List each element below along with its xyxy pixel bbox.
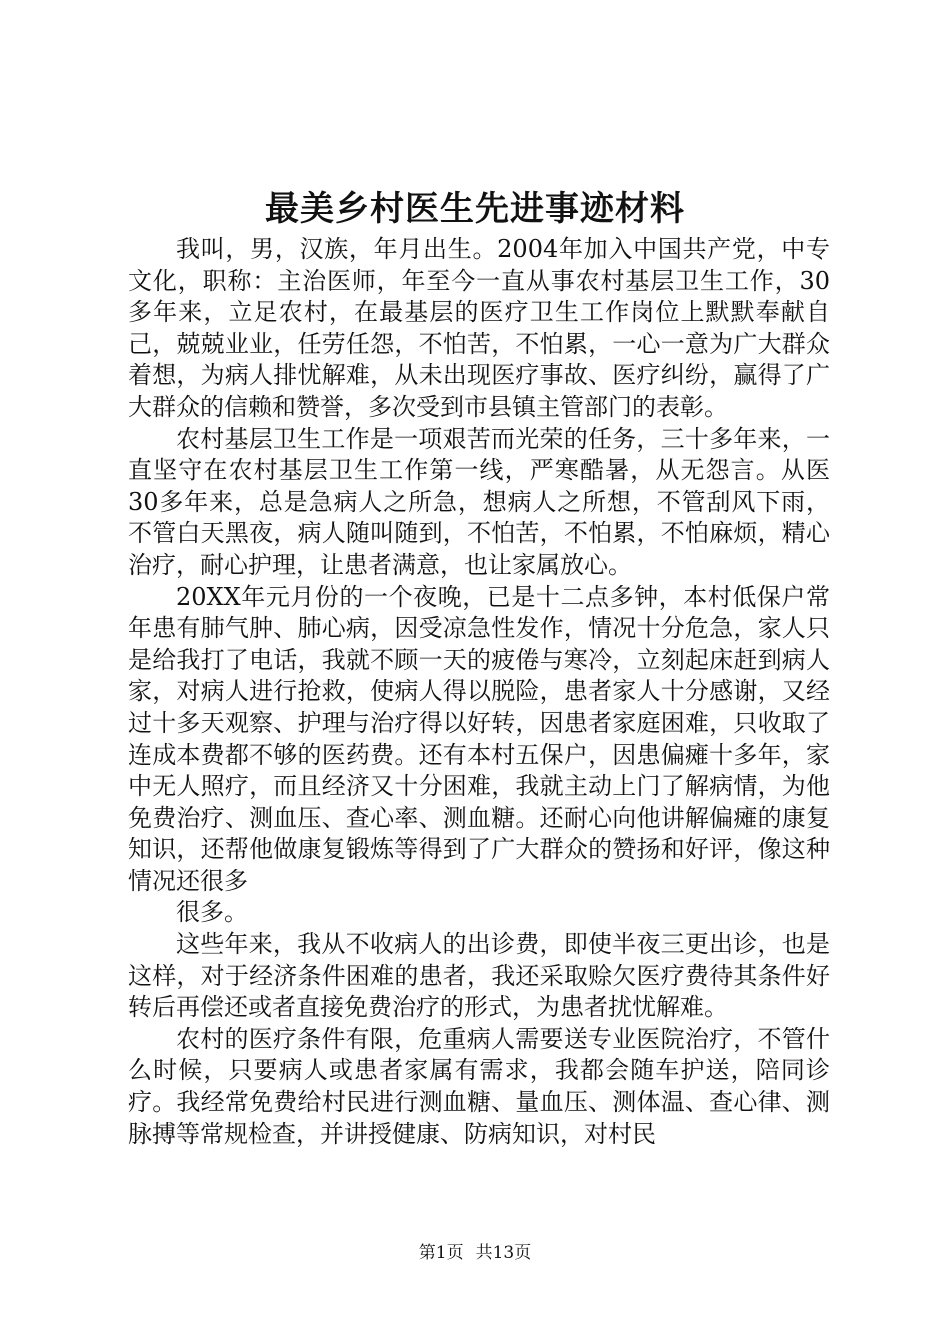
- paragraph-night-rescue: 20XX年元月份的一个夜晚，已是十二点多钟，本村低保户常年患有肺气肿、肺心病，因受凉急性发作，情况十分危急，家人只是给我打了电话，我就不顾一天的疲倦与寒冷，立刻起床赶到病人家，对病人进行抢救，使病人得以脱险，患者家人十分感谢，又经过十多天观察、护理与治疗得以好转，因患者家庭困难，只收取了连成本费都不够的医药费。还有本村五保户，因患偏瘫十多年，家中无人照疗，而且经济又十分困难，我就主动上门了解病情，为他免费治疗、测血压、查心率、测血糖。还耐心向他讲解偏瘫的康复知识，还帮他做康复锻炼等得到了广大群众的赞扬和好评，像这种情况还很多: [128, 582, 830, 895]
- paragraph-no-fees: 这些年来，我从不收病人的出诊费，即使半夜三更出诊，也是这样，对于经济条件困难的患者，我还采取赊欠医疗费待其条件好转后再偿还或者直接免费治疗的形式，为患者扰忧解难。: [128, 930, 830, 1022]
- page-footer: [0, 1241, 950, 1265]
- page-number: 第1页: [418, 1243, 464, 1263]
- paragraph-intro: 我叫，男，汉族，年月出生。2004年加入中国共产党，中专文化，职称：主治医师，年至今一直从事农村基层卫生工作，30多年来，立足农村，在最基层的医疗卫生工作岗位上默默奉献自己，兢兢业业，任劳任怨，不怕苦，不怕累，一心一意为广大群众着想，为病人排忧解难，从未出现医疗事故、医疗纠纷，赢得了广大群众的信赖和赞誉，多次受到市县镇主管部门的表彰。: [128, 235, 830, 421]
- document-body: [128, 234, 830, 1150]
- document-title: 最美乡村医生先进事迹材料: [265, 189, 685, 229]
- paragraph-rural-work: 农村基层卫生工作是一项艰苦而光荣的任务，三十多年来，一直坚守在农村基层卫生工作第一线，严寒酷暑，从无怨言。从医30多年来，总是急病人之所急，想病人之所想，不管刮风下雨，不管白天黑夜，病人随叫随到，不怕苦，不怕累，不怕麻烦，精心治疗，耐心护理，让患者满意，也让家属放心。: [128, 424, 830, 579]
- paragraph-fragment: 很多。: [176, 898, 248, 927]
- page-total: 共13页: [475, 1243, 532, 1263]
- paragraph-medical-conditions: 农村的医疗条件有限，危重病人需要送专业医院治疗，不管什么时候，只要病人或患者家属有需求，我都会随车护送，陪同诊疗。我经常免费给村民进行测血糖、量血压、测体温、查心律、测脉搏等常规检查，并讲授健康、防病知识，对村民: [128, 1024, 830, 1148]
